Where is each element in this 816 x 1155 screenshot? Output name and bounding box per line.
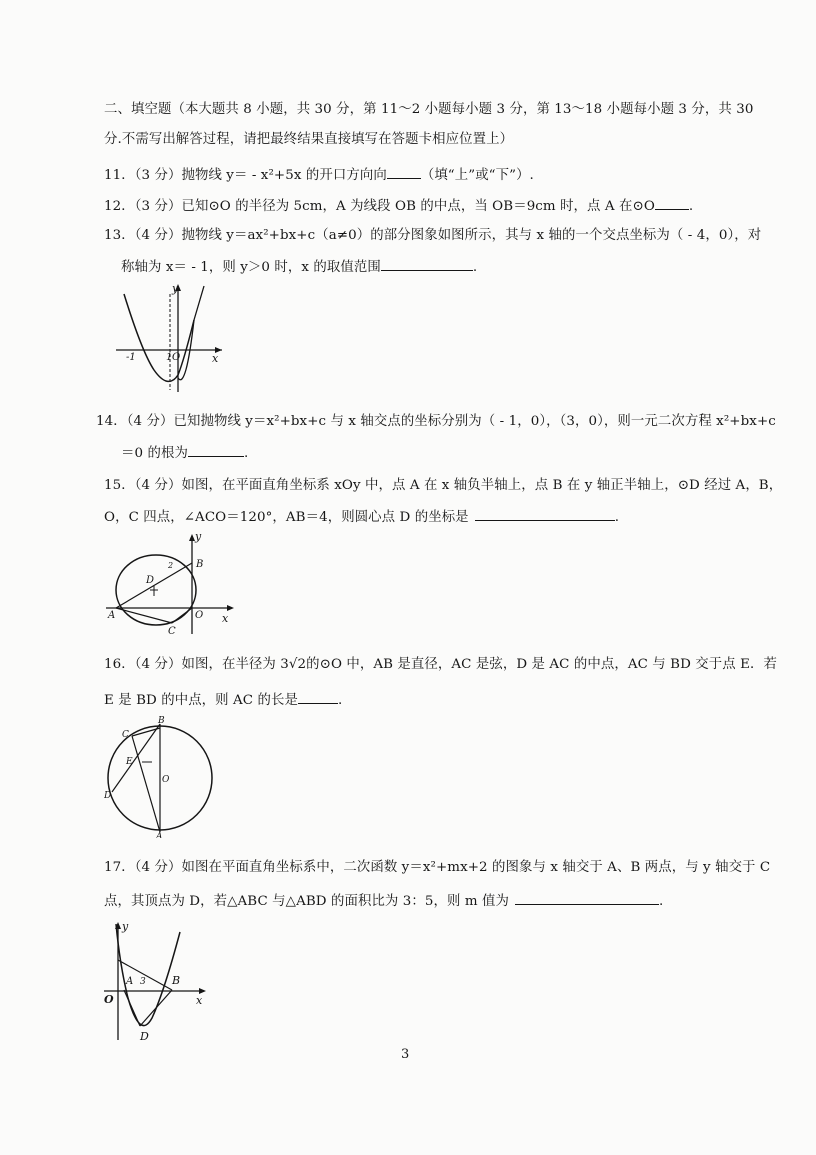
label-b: B [172, 974, 181, 987]
question-text: E 是 BD 的中点，则 AC 的长是 [104, 693, 298, 708]
answer-blank [387, 165, 421, 179]
question-15-line2 [104, 507, 619, 527]
figure-q16-circle [104, 716, 218, 838]
answer-blank [515, 891, 659, 905]
label-1: 1 [166, 352, 173, 363]
label-y: y [172, 282, 179, 295]
label-a: A [126, 976, 134, 987]
answer-blank [655, 196, 689, 210]
question-12 [104, 196, 693, 216]
answer-blank [475, 507, 615, 521]
figure-q15-circle [104, 530, 244, 640]
label-e: E [126, 757, 133, 767]
figure-q17-parabola [100, 918, 210, 1043]
label-o: O [162, 775, 170, 785]
question-text: . [614, 510, 620, 525]
label-y: y [122, 920, 129, 933]
answer-blank [381, 257, 473, 271]
question-text: （4 分）如图，在平面直角坐标系 xOy 中，点 A 在 x 轴负半轴上，点 B 在 y 轴正半轴上，⊙D 经过 A，B， [134, 478, 783, 493]
label-x: x [212, 352, 219, 365]
label-c: C [168, 626, 176, 637]
label-minus1: -1 [126, 352, 136, 363]
question-text: ＝0 的根为 [121, 446, 188, 461]
question-16-line1 [104, 656, 777, 674]
label-c: C [122, 730, 129, 740]
label-y: y [195, 530, 202, 543]
answer-blank [188, 443, 244, 457]
question-13-line1 [104, 227, 761, 245]
label-b: B [196, 559, 204, 570]
question-text: （4 分）如图在平面直角坐标系中，二次函数 y＝x²+mx+2 的图象与 x 轴交于 A、B 两点，与 y 轴交于 C [134, 860, 771, 875]
question-number: 14． [96, 414, 127, 429]
section-header-line1: 二、填空题（本大题共 8 小题，共 30 分，第 11～2 小题每小题 3 分，第 13～18 小题每小题 3 分，共 30 [104, 102, 754, 117]
question-text: . [337, 693, 343, 708]
question-text: （3 分）已知⊙O 的半径为 5cm，A 为线段 OB 的中点，当 OB＝9cm 时，点 A 在⊙O [134, 199, 655, 214]
label-o: O [104, 993, 114, 1006]
question-17-line2 [104, 891, 663, 911]
figure-q13-parabola [110, 280, 230, 395]
question-number: 12． [104, 199, 135, 214]
question-number: 11． [104, 168, 135, 183]
label-b: B [158, 716, 165, 726]
question-17-line1 [104, 859, 770, 877]
label-o: O [172, 352, 181, 363]
label-x: x [196, 994, 203, 1007]
question-text: 称轴为 x＝ - 1，则 y＞0 时，x 的取值范围 [121, 260, 381, 275]
question-11 [104, 165, 534, 185]
label-2: 2 [168, 561, 174, 570]
question-text: （4 分）已知抛物线 y＝x²+bx+c 与 x 轴交点的坐标分别为（ - 1，0），（3，0），则一元二次方程 x²+bx+c [126, 414, 776, 429]
question-number: 16． [104, 657, 135, 672]
question-text: . [243, 446, 249, 461]
question-number: 17． [104, 860, 135, 875]
label-o: O [195, 610, 204, 621]
question-number: 15． [104, 478, 135, 493]
question-14-line2 [121, 443, 248, 463]
section-header-line2: 分.不需写出解答过程，请把最终结果直接填写在答题卡相应位置上） [104, 132, 514, 147]
label-a: A [108, 610, 116, 621]
label-d: D [146, 575, 155, 586]
label-3: 3 [140, 977, 146, 987]
question-text: （4 分）抛物线 y＝ax²+bx+c（a≠0）的部分图象如图所示，其与 x 轴的一个交点坐标为（ - 4，0），对 [134, 228, 762, 243]
question-text: O，C 四点，∠ACO＝120°，AB＝4，则圆心点 D 的坐标是 [104, 510, 469, 525]
label-d: D [104, 791, 112, 801]
question-number: 13． [104, 228, 135, 243]
question-16-line2 [104, 690, 342, 710]
question-13-line2 [121, 257, 477, 277]
page-number: 3 [401, 1047, 410, 1062]
question-15-line1 [104, 477, 782, 495]
label-a: A [156, 832, 163, 838]
question-text: . [688, 199, 694, 214]
question-text: 点，其顶点为 D，若△ABC 与△ABD 的面积比为 3：5，则 m 值为 [104, 894, 509, 909]
label-d: D [140, 1030, 149, 1043]
question-text: （3 分）抛物线 y＝ - x²+5x 的开口方向向 [134, 168, 387, 183]
answer-blank [298, 690, 338, 704]
question-text: . [472, 260, 478, 275]
question-14-line1 [96, 413, 776, 431]
question-text: （填“上”或“下”）. [420, 168, 534, 183]
question-text: . [658, 894, 664, 909]
question-text: （4 分）如图，在半径为 3√2的⊙O 中，AB 是直径，AC 是弦，D 是 AC 的中点，AC 与 BD 交于点 E．若 [134, 657, 777, 672]
label-x: x [222, 612, 229, 625]
